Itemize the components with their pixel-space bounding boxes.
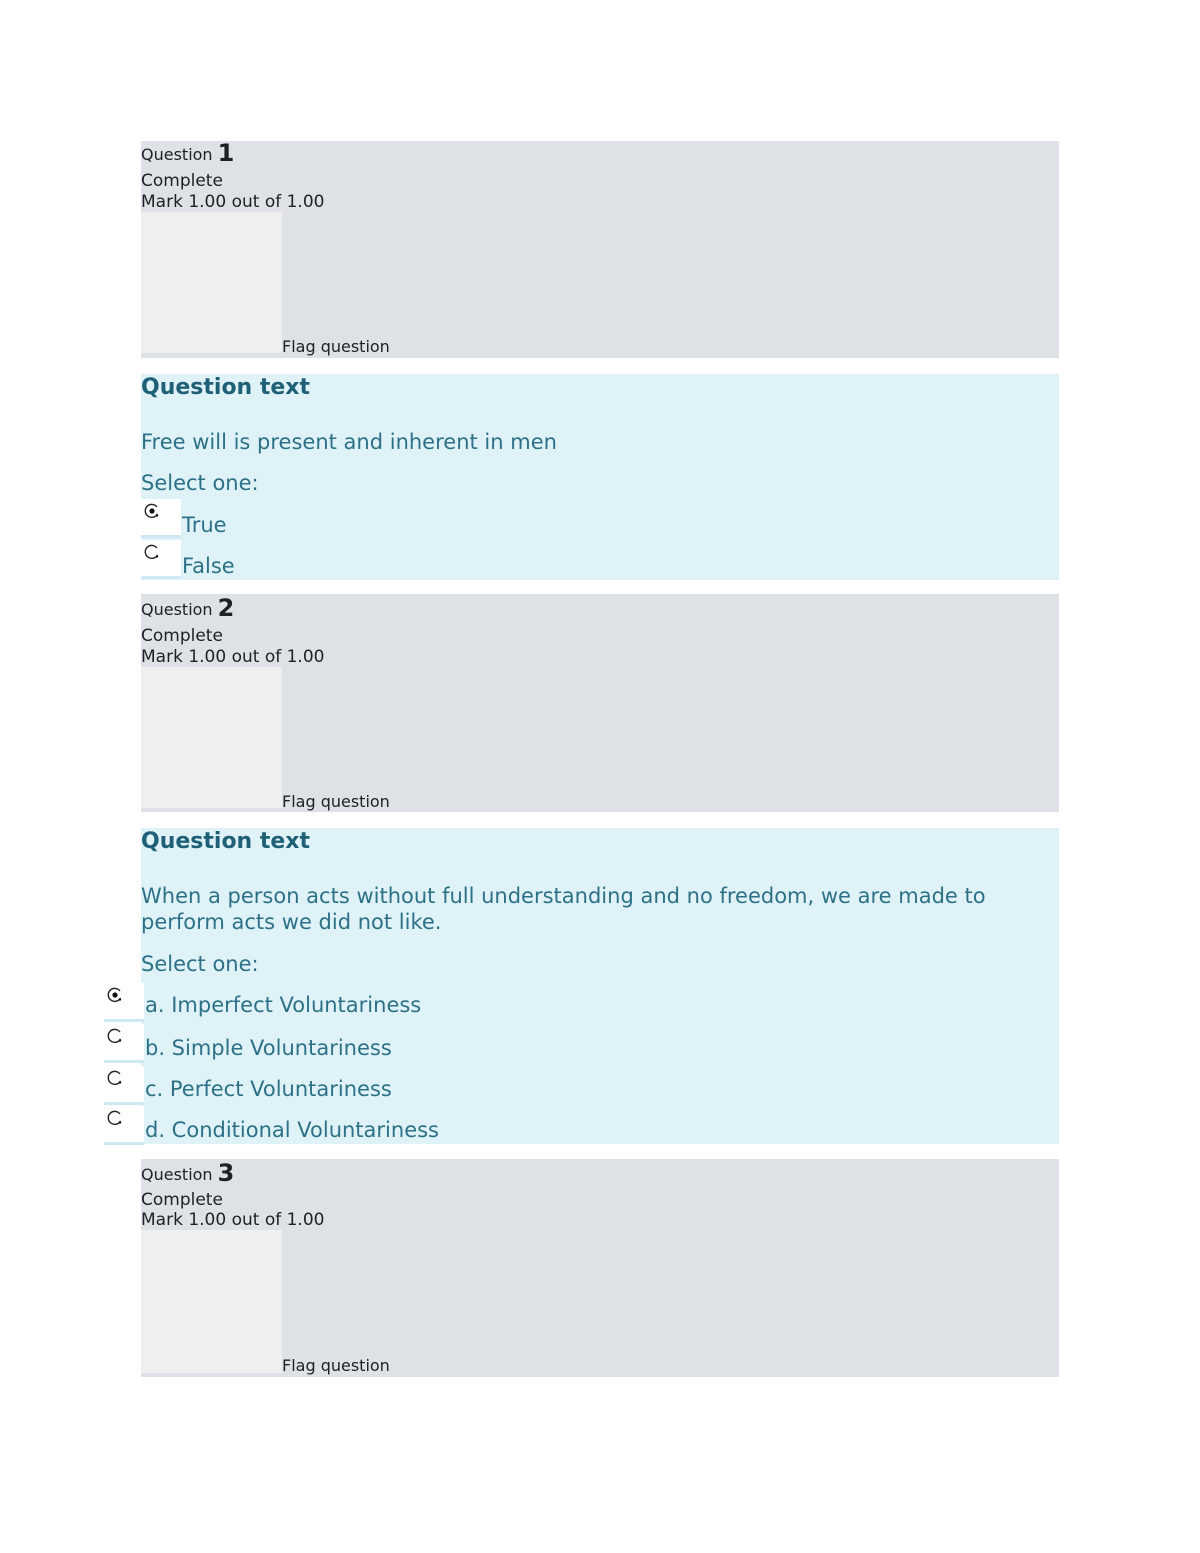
question-text-heading: Question text: [141, 829, 311, 854]
flag-icon-area[interactable]: [141, 667, 282, 808]
question-number: 2: [217, 594, 235, 622]
radio-cell: [104, 1106, 144, 1145]
question-3-info: [141, 1159, 1059, 1377]
question-grade: Mark 1.00 out of 1.00: [141, 1210, 325, 1230]
question-grade: Mark 1.00 out of 1.00: [141, 647, 325, 667]
radio-unselected-icon[interactable]: [107, 1028, 123, 1044]
option-label[interactable]: True: [182, 513, 227, 537]
question-label: Question: [141, 600, 213, 619]
answer-option[interactable]: [104, 1066, 504, 1104]
question-text-heading: Question text: [141, 375, 311, 400]
option-label[interactable]: d. Conditional Voluntariness: [145, 1118, 439, 1142]
flag-question-link[interactable]: Flag question: [282, 1356, 390, 1375]
radio-selected-icon[interactable]: [144, 503, 160, 519]
question-1-info: [141, 141, 1059, 358]
radio-selected-icon[interactable]: [107, 987, 123, 1003]
answer-option[interactable]: [141, 540, 261, 578]
select-prompt: Select one:: [141, 952, 259, 976]
flag-icon-area[interactable]: [141, 212, 282, 353]
question-1-header: [141, 139, 235, 167]
question-text: Free will is present and inherent in men: [141, 430, 557, 454]
option-label[interactable]: b. Simple Voluntariness: [145, 1036, 392, 1060]
answer-option[interactable]: [104, 983, 504, 1021]
select-prompt: Select one:: [141, 471, 259, 495]
question-number: 1: [217, 139, 235, 167]
radio-cell: [104, 983, 144, 1022]
radio-unselected-icon[interactable]: [107, 1070, 123, 1086]
question-text-line-1: When a person acts without full understanding and no freedom, we are made to: [141, 884, 986, 908]
radio-unselected-icon[interactable]: [107, 1110, 123, 1126]
question-2-info: [141, 594, 1059, 812]
radio-cell: [104, 1066, 144, 1105]
flag-icon-area[interactable]: [141, 1230, 282, 1373]
question-2-header: [141, 594, 235, 622]
option-label[interactable]: c. Perfect Voluntariness: [145, 1077, 392, 1101]
question-grade: Mark 1.00 out of 1.00: [141, 192, 325, 212]
radio-cell: [141, 540, 181, 579]
radio-cell: [141, 499, 181, 538]
answer-option[interactable]: [104, 1024, 504, 1062]
question-1-formulation: [141, 374, 1059, 580]
question-label: Question: [141, 1165, 213, 1184]
question-label: Question: [141, 145, 213, 164]
option-label[interactable]: False: [182, 554, 235, 578]
question-number: 3: [217, 1159, 235, 1187]
question-state: Complete: [141, 1190, 223, 1210]
radio-cell: [104, 1024, 144, 1063]
radio-unselected-icon[interactable]: [144, 544, 160, 560]
answer-option[interactable]: [104, 1106, 504, 1144]
flag-question-link[interactable]: Flag question: [282, 792, 390, 811]
question-text-line-2: perform acts we did not like.: [141, 910, 442, 934]
answer-option[interactable]: [141, 499, 261, 537]
option-label[interactable]: a. Imperfect Voluntariness: [145, 993, 422, 1017]
question-3-header: [141, 1159, 235, 1187]
question-state: Complete: [141, 171, 223, 191]
flag-question-link[interactable]: Flag question: [282, 337, 390, 356]
question-state: Complete: [141, 626, 223, 646]
